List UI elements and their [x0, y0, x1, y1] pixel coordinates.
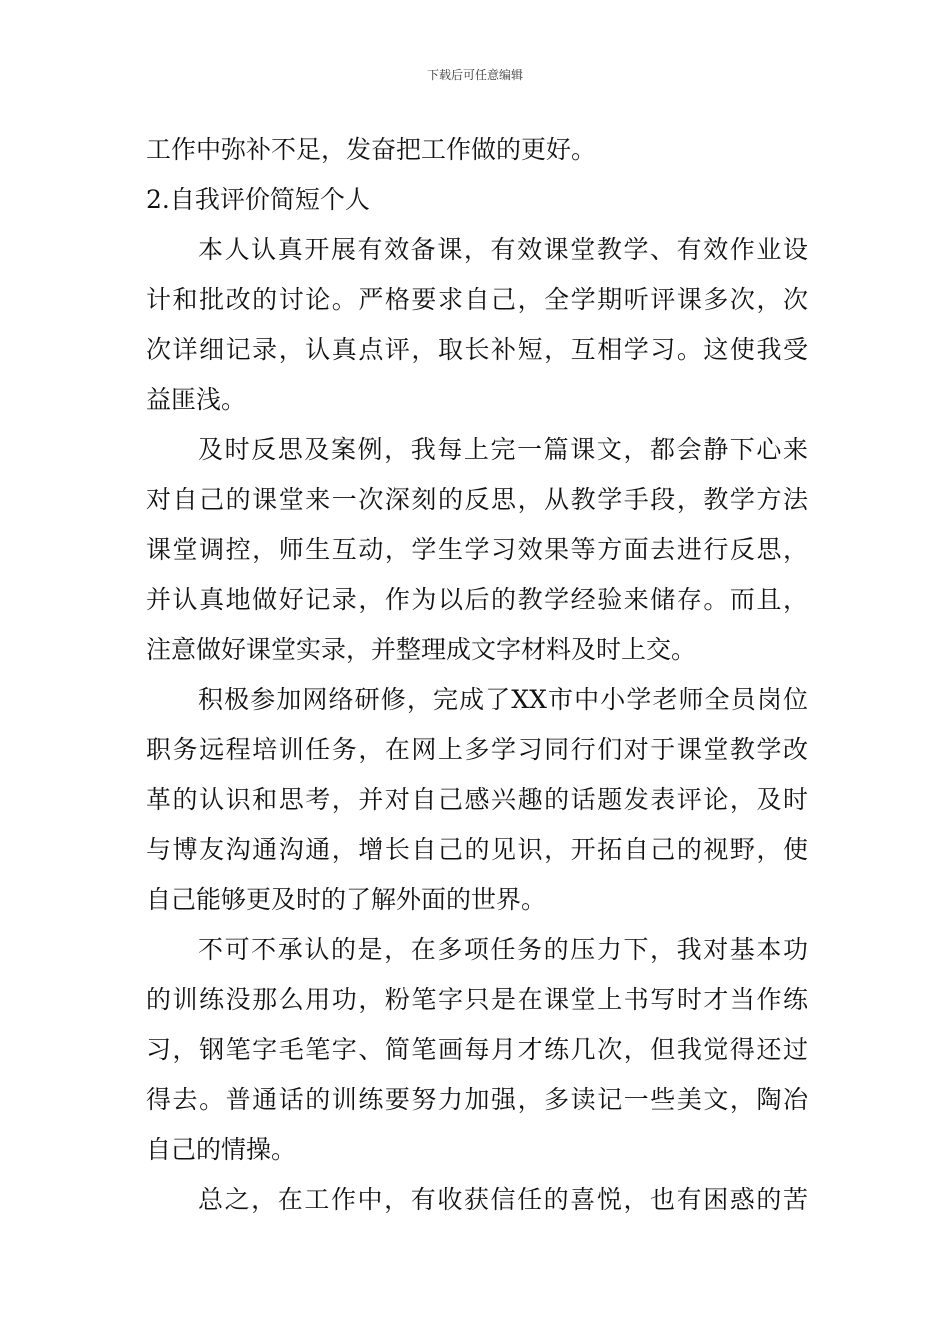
paragraph-line: 本人认真开展有效备课，有效课堂教学、有效作业设	[198, 235, 808, 264]
text-line: 工作中弥补不足，发奋把工作做的更好。	[146, 135, 597, 164]
paragraph-line: 自己的情操。	[146, 1135, 297, 1164]
paragraph-line: 与博友沟通沟通，增长自己的见识，开拓自己的视野，使	[146, 835, 808, 864]
paragraph-line: 得去。普通话的训练要努力加强，多读记一些美文，陶冶	[146, 1085, 808, 1114]
paragraph-line: 不可不承认的是，在多项任务的压力下，我对基本功	[198, 935, 808, 964]
paragraph-line: 及时反思及案例，我每上完一篇课文，都会静下心来	[198, 435, 808, 464]
paragraph-line: 总之，在工作中，有收获信任的喜悦，也有困惑的苦	[198, 1185, 808, 1214]
paragraph-line: 积极参加网络研修，完成了XX市中小学老师全员岗位	[198, 685, 808, 714]
paragraph-line: 课堂调控，师生互动，学生学习效果等方面去进行反思，	[146, 535, 808, 564]
document-body	[146, 125, 808, 1225]
paragraph-line: 并认真地做好记录，作为以后的教学经验来储存。而且，	[146, 585, 808, 614]
paragraph-line: 习，钢笔字毛笔字、简笔画每月才练几次，但我觉得还过	[146, 1035, 808, 1064]
paragraph-line: 的训练没那么用功，粉笔字只是在课堂上书写时才当作练	[146, 985, 808, 1014]
paragraph-line: 自己能够更及时的了解外面的世界。	[146, 885, 547, 914]
paragraph-line: 职务远程培训任务，在网上多学习同行们对于课堂教学改	[146, 735, 808, 764]
page-header: 下载后可任意编辑	[426, 68, 523, 82]
paragraph-line: 计和批改的讨论。严格要求自己，全学期听评课多次，次	[146, 285, 808, 314]
section-heading: 2.自我评价简短个人	[146, 185, 370, 214]
paragraph-line: 注意做好课堂实录，并整理成文字材料及时上交。	[146, 635, 697, 664]
paragraph-line: 次详细记录，认真点评，取长补短，互相学习。这使我受	[146, 335, 808, 364]
paragraph-line: 益匪浅。	[146, 385, 247, 414]
paragraph-line: 对自己的课堂来一次深刻的反思，从教学手段，教学方法	[146, 485, 808, 514]
paragraph-line: 革的认识和思考，并对自己感兴趣的话题发表评论，及时	[146, 785, 808, 814]
